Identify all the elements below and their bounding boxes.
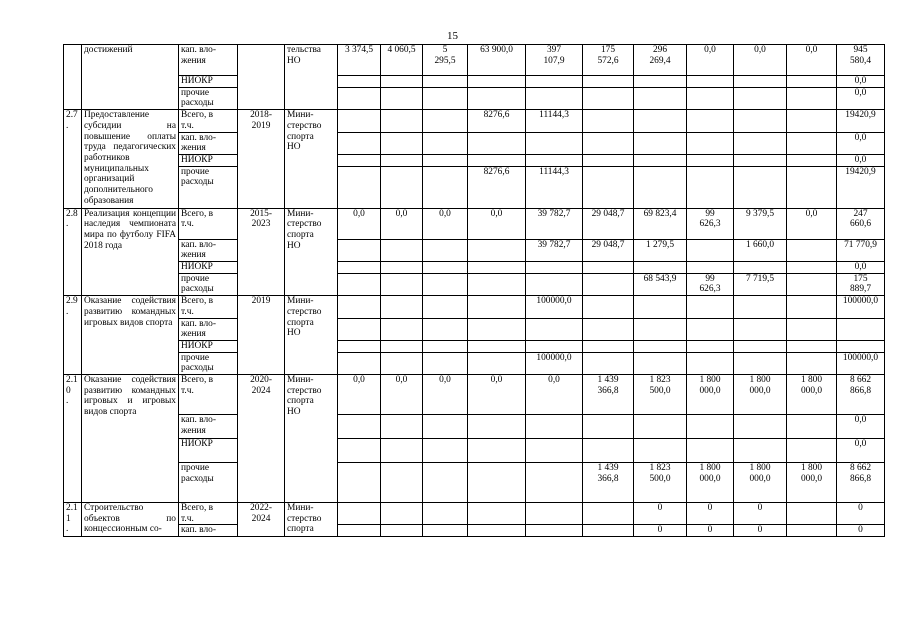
empty-cell (423, 166, 468, 208)
empty-cell (787, 154, 837, 166)
empty-cell (734, 110, 787, 132)
expense-type-cell: НИОКР (179, 439, 238, 463)
empty-cell (381, 463, 423, 503)
empty-cell (526, 262, 583, 274)
total-cell: 8 662 866,8 (837, 463, 885, 503)
empty-cell (734, 296, 787, 318)
expense-type-cell: прочие расходы (179, 166, 238, 208)
empty-cell (687, 132, 734, 154)
empty-cell (526, 132, 583, 154)
total-cell: 100000,0 (837, 296, 885, 318)
empty-cell (526, 503, 583, 525)
empty-cell (787, 87, 837, 109)
total-cell: 0,0 (837, 132, 885, 154)
empty-cell (381, 352, 423, 374)
empty-cell (381, 87, 423, 109)
expense-type-cell: кап. вло- (179, 525, 238, 537)
value-cell: 4 060,5 (381, 45, 423, 76)
empty-cell (583, 318, 634, 340)
empty-cell (583, 273, 634, 295)
page-number: 15 (447, 30, 458, 42)
empty-cell (687, 166, 734, 208)
empty-cell (583, 262, 634, 274)
value-cell: 1 439 366,8 (583, 375, 634, 415)
empty-cell (787, 239, 837, 261)
empty-cell (468, 463, 526, 503)
empty-cell (787, 110, 837, 132)
empty-cell (687, 262, 734, 274)
empty-cell (468, 296, 526, 318)
total-cell: 8 662 866,8 (837, 375, 885, 415)
empty-cell (468, 262, 526, 274)
empty-cell (687, 87, 734, 109)
financing-table (63, 44, 885, 537)
empty-cell (526, 415, 583, 439)
empty-cell (381, 415, 423, 439)
value-cell: 1 279,5 (634, 239, 687, 261)
empty-cell (634, 415, 687, 439)
empty-cell (583, 132, 634, 154)
item-number-cell: 2.11 . (64, 503, 82, 537)
executor-cell: Мини- стерство спорта (285, 503, 338, 537)
period-cell: 2019 (238, 296, 285, 375)
empty-cell (381, 340, 423, 352)
empty-cell (381, 154, 423, 166)
empty-cell (338, 262, 381, 274)
total-cell: 19420,9 (837, 166, 885, 208)
empty-cell (338, 239, 381, 261)
empty-cell (787, 132, 837, 154)
value-cell: 99 626,3 (687, 273, 734, 295)
empty-cell (687, 340, 734, 352)
expense-type-cell: прочие расходы (179, 352, 238, 374)
value-cell: 100000,0 (526, 296, 583, 318)
table-row (64, 503, 885, 525)
value-cell: 0 (687, 525, 734, 537)
expense-type-cell: прочие расходы (179, 87, 238, 109)
value-cell: 296 269,4 (634, 45, 687, 76)
empty-cell (526, 463, 583, 503)
empty-cell (468, 76, 526, 88)
total-cell: 19420,9 (837, 110, 885, 132)
empty-cell (381, 525, 423, 537)
empty-cell (634, 132, 687, 154)
empty-cell (734, 262, 787, 274)
value-cell: 29 048,7 (583, 208, 634, 239)
total-cell: 175 889,7 (837, 273, 885, 295)
empty-cell (687, 296, 734, 318)
empty-cell (381, 166, 423, 208)
empty-cell (787, 273, 837, 295)
program-name-cell: Оказание содействия развитию командных игровых и игровых видов спорта (82, 375, 179, 503)
expense-type-cell: Всего, в т.ч. (179, 296, 238, 318)
period-cell: 2018- 2019 (238, 110, 285, 209)
empty-cell (734, 154, 787, 166)
empty-cell (423, 318, 468, 340)
value-cell: 0,0 (381, 375, 423, 415)
total-cell: 0 (837, 503, 885, 525)
expense-type-cell: кап. вло- жения (179, 132, 238, 154)
value-cell: 11144,3 (526, 110, 583, 132)
empty-cell (787, 296, 837, 318)
empty-cell (468, 239, 526, 261)
empty-cell (423, 132, 468, 154)
empty-cell (583, 76, 634, 88)
total-cell: 0,0 (837, 415, 885, 439)
value-cell: 5 295,5 (423, 45, 468, 76)
empty-cell (734, 415, 787, 439)
value-cell: 0 (734, 503, 787, 525)
table-row (64, 87, 885, 109)
empty-cell (338, 352, 381, 374)
value-cell: 1 800 000,0 (787, 375, 837, 415)
table-row (64, 154, 885, 166)
value-cell: 0,0 (734, 45, 787, 76)
empty-cell (338, 463, 381, 503)
table-row (64, 208, 885, 239)
expense-type-cell: прочие расходы (179, 463, 238, 503)
empty-cell (583, 415, 634, 439)
expense-type-cell: Всего, в т.ч. (179, 375, 238, 415)
empty-cell (423, 340, 468, 352)
empty-cell (338, 76, 381, 88)
expense-type-cell: кап. вло- жения (179, 415, 238, 439)
empty-cell (583, 166, 634, 208)
value-cell: 1 823 500,0 (634, 463, 687, 503)
expense-type-cell: Всего, в т.ч. (179, 110, 238, 132)
table-row (64, 340, 885, 352)
period-cell (238, 45, 285, 110)
empty-cell (338, 87, 381, 109)
empty-cell (338, 273, 381, 295)
empty-cell (338, 525, 381, 537)
value-cell: 0,0 (526, 375, 583, 415)
empty-cell (787, 166, 837, 208)
value-cell: 1 660,0 (734, 239, 787, 261)
empty-cell (423, 439, 468, 463)
expense-type-cell: Всего, в т.ч. (179, 503, 238, 525)
value-cell: 1 823 500,0 (634, 375, 687, 415)
program-name-cell: Предоставление субсидии на повышение оплаты труда педагогических работников муниципальных организаций дополнительного образования (82, 110, 179, 209)
total-cell: 247 660,6 (837, 208, 885, 239)
empty-cell (634, 340, 687, 352)
empty-cell (687, 352, 734, 374)
empty-cell (526, 154, 583, 166)
empty-cell (423, 296, 468, 318)
empty-cell (468, 340, 526, 352)
empty-cell (468, 132, 526, 154)
item-number-cell: 2.10 . (64, 375, 82, 503)
value-cell: 0 (634, 525, 687, 537)
empty-cell (468, 439, 526, 463)
empty-cell (734, 87, 787, 109)
value-cell: 1 800 000,0 (687, 375, 734, 415)
table-row (64, 45, 885, 76)
table-row (64, 352, 885, 374)
empty-cell (381, 76, 423, 88)
value-cell: 0,0 (468, 208, 526, 239)
empty-cell (787, 318, 837, 340)
program-name-cell: достижений (82, 45, 179, 110)
empty-cell (634, 76, 687, 88)
empty-cell (787, 503, 837, 525)
value-cell: 63 900,0 (468, 45, 526, 76)
empty-cell (338, 110, 381, 132)
value-cell: 0 (634, 503, 687, 525)
empty-cell (687, 439, 734, 463)
empty-cell (583, 154, 634, 166)
empty-cell (687, 154, 734, 166)
item-number-cell: 2.7. (64, 110, 82, 209)
table-row (64, 110, 885, 132)
total-cell: 0,0 (837, 262, 885, 274)
empty-cell (423, 352, 468, 374)
expense-type-cell: НИОКР (179, 262, 238, 274)
empty-cell (468, 154, 526, 166)
expense-type-cell: НИОКР (179, 76, 238, 88)
value-cell: 0,0 (787, 45, 837, 76)
empty-cell (734, 166, 787, 208)
value-cell: 1 800 000,0 (734, 375, 787, 415)
empty-cell (634, 352, 687, 374)
empty-cell (687, 318, 734, 340)
empty-cell (687, 76, 734, 88)
value-cell: 1 439 366,8 (583, 463, 634, 503)
empty-cell (468, 87, 526, 109)
value-cell: 0,0 (381, 208, 423, 239)
period-cell: 2022- 2024 (238, 503, 285, 537)
empty-cell (634, 318, 687, 340)
value-cell: 8276,6 (468, 110, 526, 132)
empty-cell (734, 340, 787, 352)
empty-cell (787, 415, 837, 439)
value-cell: 0 (734, 525, 787, 537)
value-cell: 1 800 000,0 (787, 463, 837, 503)
empty-cell (687, 415, 734, 439)
value-cell: 3 374,5 (338, 45, 381, 76)
empty-cell (526, 87, 583, 109)
value-cell: 100000,0 (526, 352, 583, 374)
empty-cell (583, 439, 634, 463)
empty-cell (423, 76, 468, 88)
empty-cell (381, 318, 423, 340)
table-row (64, 318, 885, 340)
empty-cell (734, 318, 787, 340)
empty-cell (423, 415, 468, 439)
table-row (64, 262, 885, 274)
total-cell: 100000,0 (837, 352, 885, 374)
value-cell: 8276,6 (468, 166, 526, 208)
expense-type-cell: НИОКР (179, 340, 238, 352)
empty-cell (787, 262, 837, 274)
empty-cell (423, 239, 468, 261)
empty-cell (338, 132, 381, 154)
empty-cell (634, 439, 687, 463)
value-cell: 1 800 000,0 (734, 463, 787, 503)
empty-cell (787, 439, 837, 463)
executor-cell: тельства НО (285, 45, 338, 110)
empty-cell (583, 525, 634, 537)
empty-cell (381, 439, 423, 463)
table-row (64, 439, 885, 463)
empty-cell (423, 525, 468, 537)
total-cell: 0,0 (837, 439, 885, 463)
empty-cell (381, 503, 423, 525)
empty-cell (634, 296, 687, 318)
item-number-cell (64, 45, 82, 110)
empty-cell (468, 415, 526, 439)
empty-cell (381, 110, 423, 132)
item-number-cell: 2.8. (64, 208, 82, 296)
empty-cell (526, 76, 583, 88)
value-cell: 7 719,5 (734, 273, 787, 295)
expense-type-cell: НИОКР (179, 154, 238, 166)
empty-cell (583, 503, 634, 525)
empty-cell (787, 340, 837, 352)
value-cell: 0 (687, 503, 734, 525)
value-cell: 0,0 (423, 208, 468, 239)
table-row (64, 375, 885, 415)
program-name-cell: Строительство объектов по концессионным со- (82, 503, 179, 537)
total-cell: 0,0 (837, 154, 885, 166)
executor-cell: Мини- стерство спорта НО (285, 296, 338, 375)
empty-cell (381, 273, 423, 295)
empty-cell (634, 154, 687, 166)
empty-cell (423, 87, 468, 109)
expense-type-cell: кап. вло- жения (179, 318, 238, 340)
empty-cell (583, 352, 634, 374)
table-row (64, 296, 885, 318)
value-cell: 1 800 000,0 (687, 463, 734, 503)
table-row (64, 415, 885, 439)
period-cell: 2020- 2024 (238, 375, 285, 503)
table-row (64, 273, 885, 295)
empty-cell (734, 132, 787, 154)
empty-cell (837, 318, 885, 340)
value-cell: 0,0 (423, 375, 468, 415)
total-cell: 0,0 (837, 87, 885, 109)
table-row (64, 463, 885, 503)
executor-cell: Мини- стерство спорта НО (285, 110, 338, 209)
empty-cell (338, 503, 381, 525)
empty-cell (381, 132, 423, 154)
empty-cell (468, 352, 526, 374)
empty-cell (687, 239, 734, 261)
table-row (64, 76, 885, 88)
empty-cell (423, 273, 468, 295)
empty-cell (468, 318, 526, 340)
empty-cell (338, 340, 381, 352)
empty-cell (338, 415, 381, 439)
empty-cell (381, 262, 423, 274)
empty-cell (787, 352, 837, 374)
expense-type-cell: Всего, в т.ч. (179, 208, 238, 239)
empty-cell (468, 503, 526, 525)
executor-cell: Мини- стерство спорта НО (285, 375, 338, 503)
expense-type-cell: кап. вло- жения (179, 239, 238, 261)
value-cell: 29 048,7 (583, 239, 634, 261)
empty-cell (526, 273, 583, 295)
empty-cell (583, 296, 634, 318)
empty-cell (634, 110, 687, 132)
empty-cell (338, 154, 381, 166)
empty-cell (583, 110, 634, 132)
table-row (64, 239, 885, 261)
empty-cell (423, 110, 468, 132)
total-cell: 0 (837, 525, 885, 537)
empty-cell (787, 525, 837, 537)
value-cell: 397 107,9 (526, 45, 583, 76)
empty-cell (734, 76, 787, 88)
empty-cell (837, 340, 885, 352)
value-cell: 68 543,9 (634, 273, 687, 295)
program-name-cell: Оказание содействия развитию командных игровых видов спорта (82, 296, 179, 375)
table-row (64, 166, 885, 208)
total-cell: 71 770,9 (837, 239, 885, 261)
empty-cell (634, 87, 687, 109)
empty-cell (338, 166, 381, 208)
value-cell: 69 823,4 (634, 208, 687, 239)
empty-cell (526, 340, 583, 352)
total-cell: 945 580,4 (837, 45, 885, 76)
executor-cell: Мини- стерство спорта НО (285, 208, 338, 296)
value-cell: 9 379,5 (734, 208, 787, 239)
empty-cell (381, 296, 423, 318)
empty-cell (423, 463, 468, 503)
empty-cell (468, 273, 526, 295)
table-row (64, 132, 885, 154)
value-cell: 39 782,7 (526, 208, 583, 239)
empty-cell (526, 525, 583, 537)
empty-cell (338, 439, 381, 463)
empty-cell (583, 87, 634, 109)
empty-cell (423, 503, 468, 525)
value-cell: 0,0 (338, 375, 381, 415)
empty-cell (423, 154, 468, 166)
table-row (64, 525, 885, 537)
empty-cell (583, 340, 634, 352)
empty-cell (734, 439, 787, 463)
value-cell: 0,0 (338, 208, 381, 239)
empty-cell (338, 296, 381, 318)
empty-cell (423, 262, 468, 274)
empty-cell (468, 525, 526, 537)
value-cell: 0,0 (787, 208, 837, 239)
value-cell: 0,0 (468, 375, 526, 415)
value-cell: 175 572,6 (583, 45, 634, 76)
empty-cell (634, 166, 687, 208)
period-cell: 2015- 2023 (238, 208, 285, 296)
total-cell: 0,0 (837, 76, 885, 88)
value-cell: 11144,3 (526, 166, 583, 208)
expense-type-cell: кап. вло- жения (179, 45, 238, 76)
empty-cell (634, 262, 687, 274)
empty-cell (687, 110, 734, 132)
item-number-cell: 2.9. (64, 296, 82, 375)
empty-cell (787, 76, 837, 88)
value-cell: 0,0 (687, 45, 734, 76)
empty-cell (526, 439, 583, 463)
expense-type-cell: прочие расходы (179, 273, 238, 295)
empty-cell (734, 352, 787, 374)
empty-cell (338, 318, 381, 340)
empty-cell (381, 239, 423, 261)
empty-cell (526, 318, 583, 340)
value-cell: 39 782,7 (526, 239, 583, 261)
program-name-cell: Реализация концепции наследия чемпионата мира по футболу FIFA 2018 года (82, 208, 179, 296)
value-cell: 99 626,3 (687, 208, 734, 239)
